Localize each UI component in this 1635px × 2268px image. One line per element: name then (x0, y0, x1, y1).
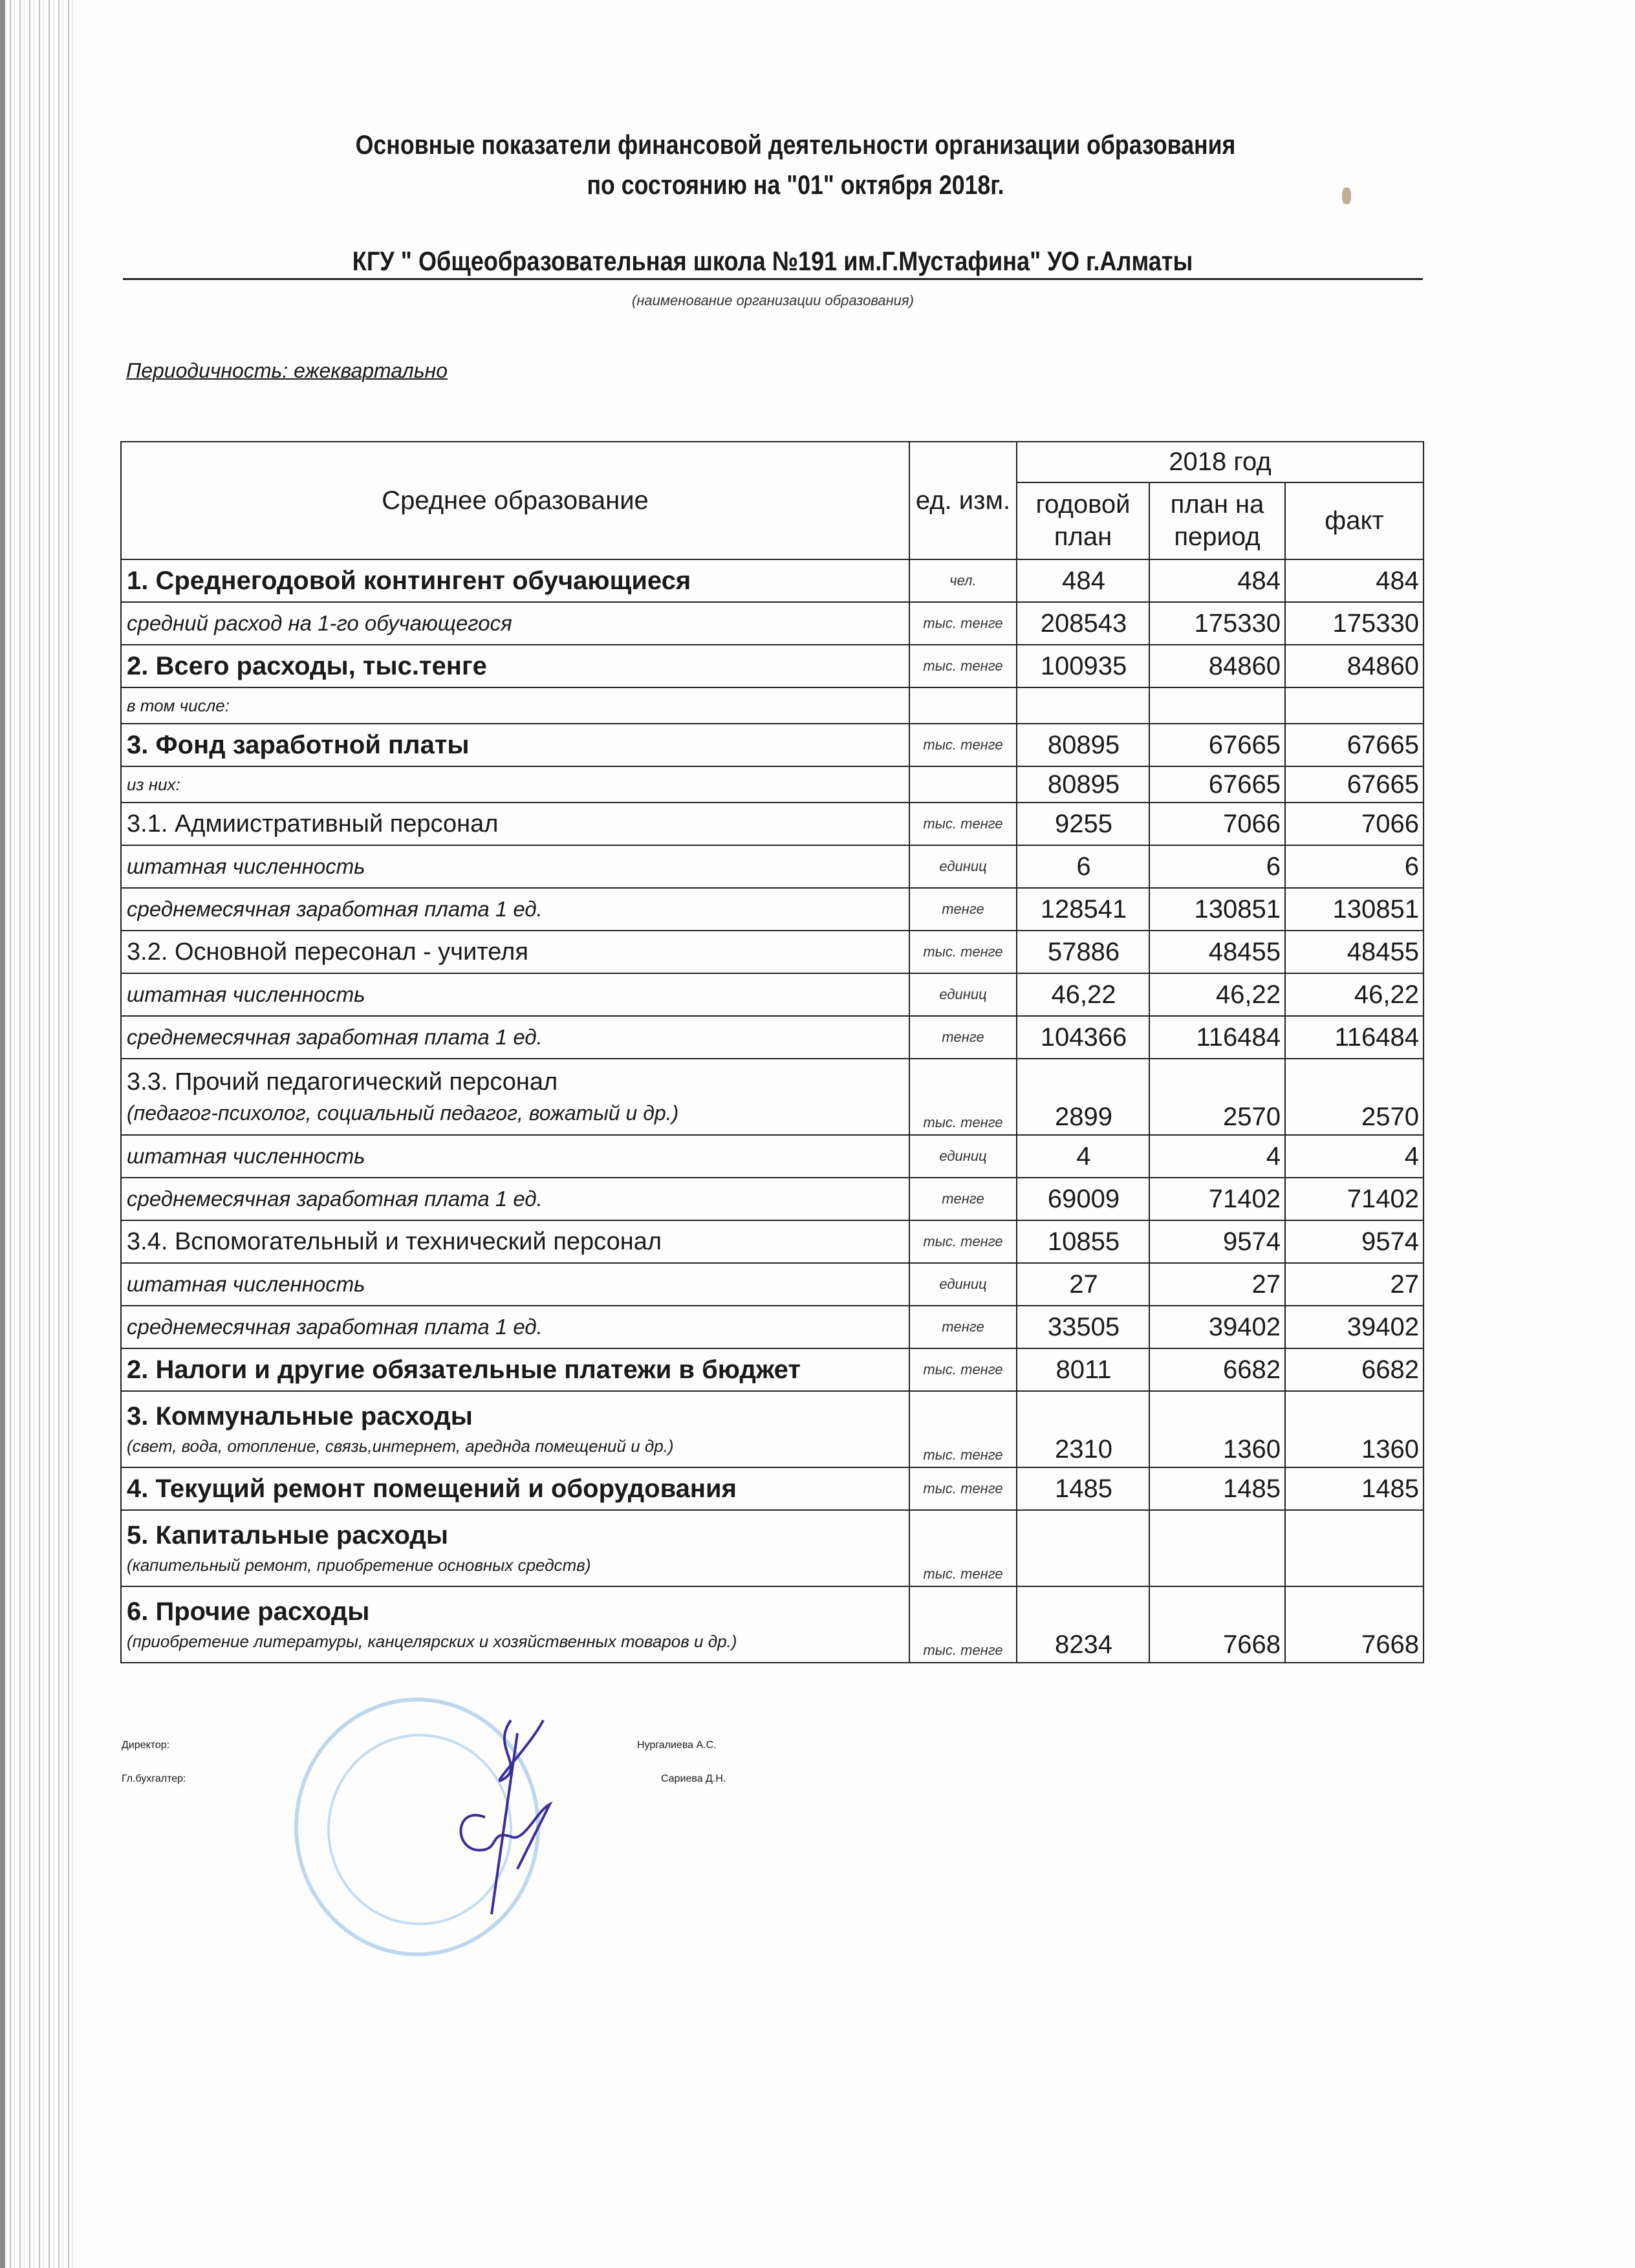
cell-fact: 175330 (1285, 602, 1424, 645)
row-label-cell (121, 888, 909, 931)
cell-fact: 71402 (1285, 1178, 1424, 1220)
cell-plan-annual: 2310 (1017, 1391, 1149, 1467)
row-sublabel: (педагог-психолог, социальный педагог, вожатый и др.) (127, 1101, 679, 1125)
row-label: 3. Коммунальные расходы (127, 1402, 473, 1431)
row-label-cell (121, 845, 909, 888)
document-title: Основные показатели финансовой деятельности организации образования (355, 129, 1236, 160)
cell-plan-period: 6 (1149, 845, 1285, 888)
organization-caption: (наименование организации образования) (632, 292, 914, 308)
row-unit: тыс. тенге (909, 1586, 1017, 1663)
row-unit: тыс. тенге (909, 1348, 1017, 1391)
row-unit: тенге (909, 1306, 1017, 1348)
accountant-label: Гл.бухгалтер: (122, 1773, 186, 1784)
cell-plan-annual: 80895 (1017, 766, 1149, 803)
row-sublabel: (капительный ремонт, приобретение основных средств) (127, 1555, 591, 1575)
cell-plan-annual: 57886 (1017, 931, 1149, 973)
table-row (121, 1016, 1424, 1059)
cell-fact: 67665 (1285, 766, 1424, 803)
row-label-cell (121, 1178, 909, 1220)
row-label-cell (121, 1220, 909, 1263)
row-unit (909, 766, 1017, 803)
director-name: Нургалиева А.С. (637, 1740, 717, 1751)
header-year: 2018 год (1017, 442, 1424, 482)
cell-fact: 27 (1285, 1263, 1424, 1306)
row-label: среднемесячная заработная плата 1 ед. (127, 1187, 543, 1211)
row-label-cell (121, 1510, 909, 1586)
row-unit: тыс. тенге (909, 1510, 1017, 1586)
cell-plan-annual: 1485 (1017, 1467, 1149, 1510)
cell-plan-period: 84860 (1149, 645, 1285, 687)
cell-plan-annual: 33505 (1017, 1306, 1149, 1348)
header-main: Среднее образование (121, 442, 909, 559)
cell-fact: 67665 (1285, 724, 1424, 766)
cell-plan-period: 71402 (1149, 1178, 1285, 1220)
row-unit: тенге (909, 1178, 1017, 1220)
table-row (121, 931, 1424, 973)
cell-plan-period: 2570 (1149, 1059, 1285, 1135)
cell-fact: 1485 (1285, 1467, 1424, 1510)
row-unit: единиц (909, 1135, 1017, 1178)
row-label: 3.1. Адмиистративный персонал (127, 810, 499, 837)
table-row (121, 1135, 1424, 1178)
table-row (121, 1510, 1424, 1586)
row-label-cell (121, 1348, 909, 1391)
table-row (121, 1263, 1424, 1306)
cell-plan-period: 116484 (1149, 1016, 1285, 1059)
row-label: 6. Прочие расходы (127, 1597, 370, 1626)
cell-plan-annual (1017, 687, 1149, 724)
cell-plan-annual: 8234 (1017, 1586, 1149, 1663)
row-label-cell (121, 559, 909, 602)
cell-plan-period: 1485 (1149, 1467, 1285, 1510)
row-label: 3. Фонд заработной платы (127, 730, 470, 759)
cell-plan-period: 7066 (1149, 803, 1285, 845)
cell-plan-annual (1017, 1510, 1149, 1586)
cell-plan-annual: 27 (1017, 1263, 1149, 1306)
periodicity: Периодичность: ежеквартально (126, 359, 448, 382)
row-label-cell (121, 803, 909, 845)
cell-plan-period: 4 (1149, 1135, 1285, 1178)
row-label: среднемесячная заработная плата 1 ед. (127, 897, 543, 921)
director-label: Директор: (122, 1740, 170, 1751)
cell-fact: 116484 (1285, 1016, 1424, 1059)
row-label-cell (121, 973, 909, 1016)
row-label-cell (121, 1135, 909, 1178)
table-row (121, 803, 1424, 845)
table-row (121, 1178, 1424, 1220)
cell-plan-period: 130851 (1149, 888, 1285, 931)
cell-plan-period: 48455 (1149, 931, 1285, 973)
table-row (121, 1348, 1424, 1391)
row-unit: чел. (909, 559, 1017, 602)
table-body (121, 559, 1424, 1663)
cell-fact: 484 (1285, 559, 1424, 602)
cell-fact (1285, 687, 1424, 724)
cell-fact: 130851 (1285, 888, 1424, 931)
cell-fact: 7066 (1285, 803, 1424, 845)
row-label-cell (121, 1586, 909, 1663)
table-row (121, 888, 1424, 931)
row-unit: тыс. тенге (909, 1391, 1017, 1467)
row-unit: тыс. тенге (909, 1467, 1017, 1510)
row-label: штатная численность (127, 854, 365, 878)
cell-plan-period: 175330 (1149, 602, 1285, 645)
cell-plan-period: 27 (1149, 1263, 1285, 1306)
accountant-name: Сариева Д.Н. (661, 1773, 726, 1784)
table-row (121, 1391, 1424, 1467)
row-label-cell (121, 1391, 909, 1467)
row-unit: единиц (909, 1263, 1017, 1306)
row-label-cell (121, 687, 909, 724)
cell-plan-period (1149, 1510, 1285, 1586)
cell-plan-annual: 100935 (1017, 645, 1149, 687)
row-unit: тыс. тенге (909, 1220, 1017, 1263)
row-label: штатная численность (127, 1144, 365, 1168)
table-row (121, 1220, 1424, 1263)
row-unit: тыс. тенге (909, 803, 1017, 845)
cell-fact: 9574 (1285, 1220, 1424, 1263)
cell-fact: 39402 (1285, 1306, 1424, 1348)
header-fact: факт (1285, 482, 1424, 559)
cell-plan-annual: 2899 (1017, 1059, 1149, 1135)
cell-fact: 6 (1285, 845, 1424, 888)
row-label-cell (121, 931, 909, 973)
cell-plan-annual: 208543 (1017, 602, 1149, 645)
table-row (121, 1306, 1424, 1348)
header-unit: ед. изм. (909, 442, 1017, 559)
row-unit: тыс. тенге (909, 724, 1017, 766)
paper-speck (1342, 188, 1351, 204)
row-label: 2. Налоги и другие обязательные платежи в бюджет (127, 1355, 801, 1384)
table-row (121, 559, 1424, 602)
cell-plan-period (1149, 687, 1285, 724)
table-row (121, 766, 1424, 803)
cell-plan-annual: 46,22 (1017, 973, 1149, 1016)
row-label: из них: (127, 774, 180, 794)
row-unit: единиц (909, 973, 1017, 1016)
cell-plan-period: 1360 (1149, 1391, 1285, 1467)
row-unit (909, 687, 1017, 724)
row-label: 3.2. Основной пересонал - учителя (127, 938, 528, 966)
cell-plan-period: 484 (1149, 559, 1285, 602)
document-date: по состоянию на "01" октября 2018г. (587, 169, 1004, 200)
organization-name-text: КГУ " Общеобразовательная школа №191 им.Г.Мустафина" УО г.Алматы (352, 246, 1193, 276)
signature-director (414, 1707, 582, 1921)
cell-plan-annual: 4 (1017, 1135, 1149, 1178)
row-unit: тыс. тенге (909, 645, 1017, 687)
row-label-cell (121, 1306, 909, 1348)
row-unit: тенге (909, 888, 1017, 931)
cell-fact: 84860 (1285, 645, 1424, 687)
row-label: 2. Всего расходы, тыс.тенге (127, 651, 487, 680)
row-label: среднемесячная заработная плата 1 ед. (127, 1025, 543, 1049)
financial-table (120, 441, 1424, 1663)
cell-plan-annual: 10855 (1017, 1220, 1149, 1263)
row-unit: тыс. тенге (909, 602, 1017, 645)
table-row (121, 1059, 1424, 1135)
table-row (121, 602, 1424, 645)
row-sublabel: (свет, вода, отопление, связь,интернет, ареднда помещений и др.) (127, 1436, 674, 1456)
cell-fact: 1360 (1285, 1391, 1424, 1467)
row-label: средний расход на 1-го обучающегося (127, 611, 512, 635)
table-row (121, 1586, 1424, 1663)
row-label: 4. Текущий ремонт помещений и оборудования (127, 1474, 737, 1503)
cell-plan-period: 9574 (1149, 1220, 1285, 1263)
table-row (121, 724, 1424, 766)
table-row (121, 687, 1424, 724)
row-label: штатная численность (127, 982, 365, 1006)
row-label-cell (121, 724, 909, 766)
table-row (121, 1467, 1424, 1510)
cell-fact: 48455 (1285, 931, 1424, 973)
header-plan-period: план на период (1149, 482, 1285, 559)
cell-plan-annual: 6 (1017, 845, 1149, 888)
row-label: 3.3. Прочий педагогический персонал (127, 1068, 558, 1096)
row-label: 1. Среднегодовой контингент обучающиеся (127, 566, 691, 595)
row-label: 3.4. Вспомогательный и технический персонал (127, 1227, 662, 1255)
row-sublabel: (приобретение литературы, канцелярских и хозяйственных товаров и др.) (127, 1632, 737, 1651)
row-label-cell (121, 766, 909, 803)
cell-fact: 4 (1285, 1135, 1424, 1178)
row-unit: тыс. тенге (909, 931, 1017, 973)
header-plan-annual: годовой план (1017, 482, 1149, 559)
organization-name (123, 246, 1423, 280)
cell-fact: 6682 (1285, 1348, 1424, 1391)
cell-fact: 46,22 (1285, 973, 1424, 1016)
scan-edge-artifact (0, 0, 78, 2268)
cell-plan-annual: 9255 (1017, 803, 1149, 845)
cell-plan-annual: 80895 (1017, 724, 1149, 766)
cell-plan-period: 39402 (1149, 1306, 1285, 1348)
row-label-cell (121, 602, 909, 645)
cell-plan-period: 46,22 (1149, 973, 1285, 1016)
cell-fact (1285, 1510, 1424, 1586)
cell-fact: 7668 (1285, 1586, 1424, 1663)
row-label: 5. Капитальные расходы (127, 1521, 448, 1550)
row-unit: тыс. тенге (909, 1059, 1017, 1135)
row-label: штатная численность (127, 1272, 365, 1296)
cell-fact: 2570 (1285, 1059, 1424, 1135)
row-unit: тенге (909, 1016, 1017, 1059)
row-label-cell (121, 1467, 909, 1510)
table-row (121, 645, 1424, 687)
row-label-cell (121, 1263, 909, 1306)
cell-plan-annual: 484 (1017, 559, 1149, 602)
cell-plan-annual: 104366 (1017, 1016, 1149, 1059)
table-row (121, 973, 1424, 1016)
row-unit: единиц (909, 845, 1017, 888)
cell-plan-annual: 128541 (1017, 888, 1149, 931)
cell-plan-period: 6682 (1149, 1348, 1285, 1391)
table-row (121, 845, 1424, 888)
row-label-cell (121, 645, 909, 687)
row-label: среднемесячная заработная плата 1 ед. (127, 1315, 543, 1339)
cell-plan-annual: 8011 (1017, 1348, 1149, 1391)
cell-plan-period: 67665 (1149, 724, 1285, 766)
row-label-cell (121, 1016, 909, 1059)
row-label: в том числе: (127, 695, 230, 715)
cell-plan-period: 7668 (1149, 1586, 1285, 1663)
cell-plan-period: 67665 (1149, 766, 1285, 803)
row-label-cell (121, 1059, 909, 1135)
cell-plan-annual: 69009 (1017, 1178, 1149, 1220)
